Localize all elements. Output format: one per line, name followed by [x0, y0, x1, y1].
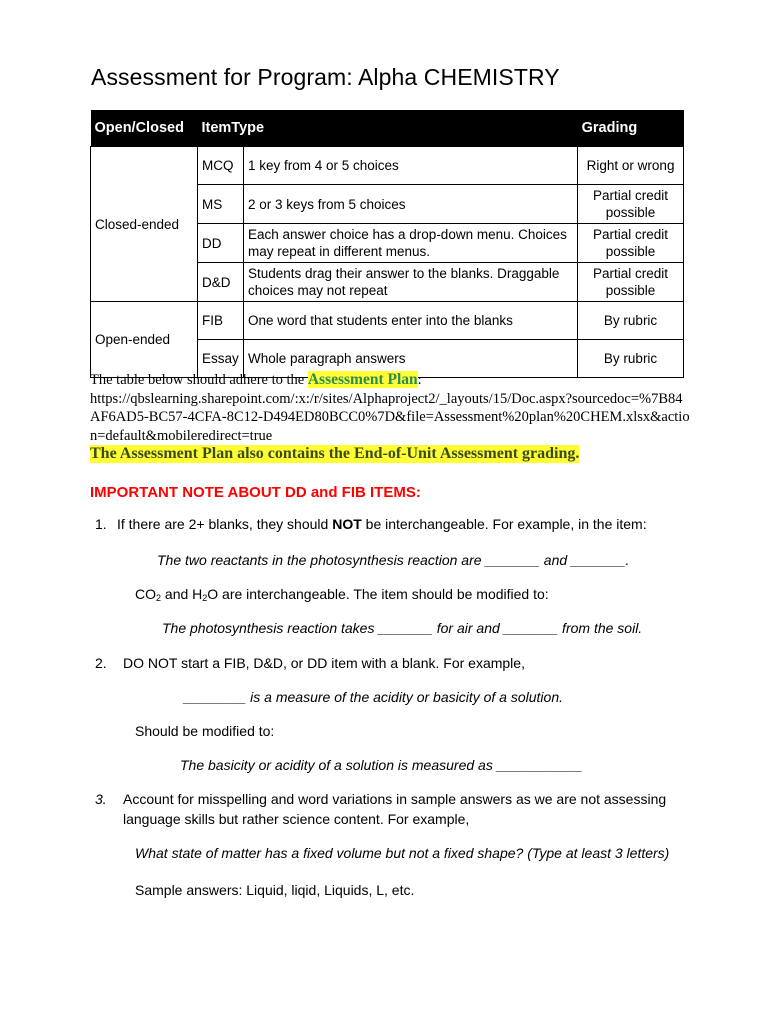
point-3-example: What state of matter has a fixed volume but not a fixed shape? (Type at least 3 letters) — [135, 845, 670, 861]
item-grading: Partial credit possible — [578, 263, 684, 302]
item-code: FIB — [197, 302, 243, 340]
point-1-example: The two reactants in the photosynthesis reaction are _______ and _______. — [157, 552, 630, 568]
table-row — [91, 302, 684, 340]
assessment-plan-highlight: Assessment Plan — [307, 371, 418, 388]
item-code: DD — [197, 224, 243, 263]
intro-colon: : — [417, 372, 422, 388]
item-code: D&D — [197, 263, 243, 302]
item-grading: Partial credit possible — [578, 224, 684, 263]
point-3-line-1: Account for misspelling and word variations in sample answers as we are not assessing — [123, 791, 667, 807]
assessment-plan-link[interactable]: https://qbslearning.sharepoint.com/:x:/r/sites/Alphaproject2/_layouts/15/Doc.aspx?sourcedoc=%7B84AF6AD5-BC57-4CFA-8C12-D494ED80BCC0%7D&file=Assessment%20plan%20CHEM.xlsx&action=default&mobileredirect=true — [90, 390, 690, 444]
category-closed-ended: Closed-ended — [91, 147, 198, 302]
header-grading: Grading — [578, 110, 684, 147]
item-code: MCQ — [197, 147, 243, 185]
list-number: 1. — [95, 516, 107, 532]
item-description: 2 or 3 keys from 5 choices — [243, 185, 577, 224]
item-description: Students drag their answer to the blanks. Draggable choices may not repeat — [243, 263, 577, 302]
intro-text: The table below should adhere to the — [90, 372, 308, 388]
point-2-modified: The basicity or acidity of a solution is measured as ___________ — [180, 757, 583, 773]
assessment-plan-intro — [90, 371, 690, 445]
table-row — [91, 147, 684, 185]
item-description: One word that students enter into the blanks — [243, 302, 577, 340]
point-3-line-2: language skills but rather science content. For example, — [123, 811, 470, 827]
h2o-text: and H — [161, 586, 203, 602]
document-title: Assessment for Program: Alpha CHEMISTRY — [91, 64, 560, 90]
table-header-row — [91, 110, 684, 147]
header-item-type: ItemType — [197, 110, 577, 147]
item-description: Each answer choice has a drop-down menu. Choices may repeat in different menus. — [243, 224, 577, 263]
point-1-explanation — [135, 584, 549, 608]
header-open-closed: Open/Closed — [91, 110, 198, 147]
item-type-table — [90, 110, 684, 378]
list-number: 2. — [95, 655, 107, 671]
item-grading: Partial credit possible — [578, 185, 684, 224]
point-2-example: ________ is a measure of the acidity or basicity of a solution. — [184, 689, 563, 705]
point-1-explanation-rest: O are interchangeable. The item should be modified to: — [207, 586, 549, 602]
category-open-ended: Open-ended — [91, 302, 198, 378]
end-of-unit-note: The Assessment Plan also contains the End-of-Unit Assessment grading. — [90, 445, 580, 462]
point-1-bold: NOT — [332, 516, 362, 532]
list-number: 3. — [95, 791, 107, 807]
item-grading: By rubric — [578, 340, 684, 378]
item-description: 1 key from 4 or 5 choices — [243, 147, 577, 185]
point-1-text-a: If there are 2+ blanks, they should — [117, 516, 333, 532]
h2o-subscript: 2 — [202, 593, 208, 603]
co2-text: CO — [135, 586, 156, 602]
co2-subscript: 2 — [156, 593, 162, 603]
item-grading: By rubric — [578, 302, 684, 340]
point-1-text-b: be interchangeable. For example, in the item: — [361, 516, 647, 532]
item-grading: Right or wrong — [578, 147, 684, 185]
item-code: MS — [197, 185, 243, 224]
item-code: Essay — [197, 340, 243, 378]
point-1-text — [117, 514, 647, 534]
point-2-should: Should be modified to: — [135, 723, 275, 739]
point-2-text: DO NOT start a FIB, D&D, or DD item with a blank. For example, — [123, 655, 525, 671]
item-description: Whole paragraph answers — [243, 340, 577, 378]
point-1-modified: The photosynthesis reaction takes _______ for air and _______ from the soil. — [162, 620, 643, 636]
point-3-samples: Sample answers: Liquid, liqid, Liquids, L, etc. — [135, 882, 415, 898]
important-note-heading: IMPORTANT NOTE ABOUT DD and FIB ITEMS: — [90, 484, 421, 501]
